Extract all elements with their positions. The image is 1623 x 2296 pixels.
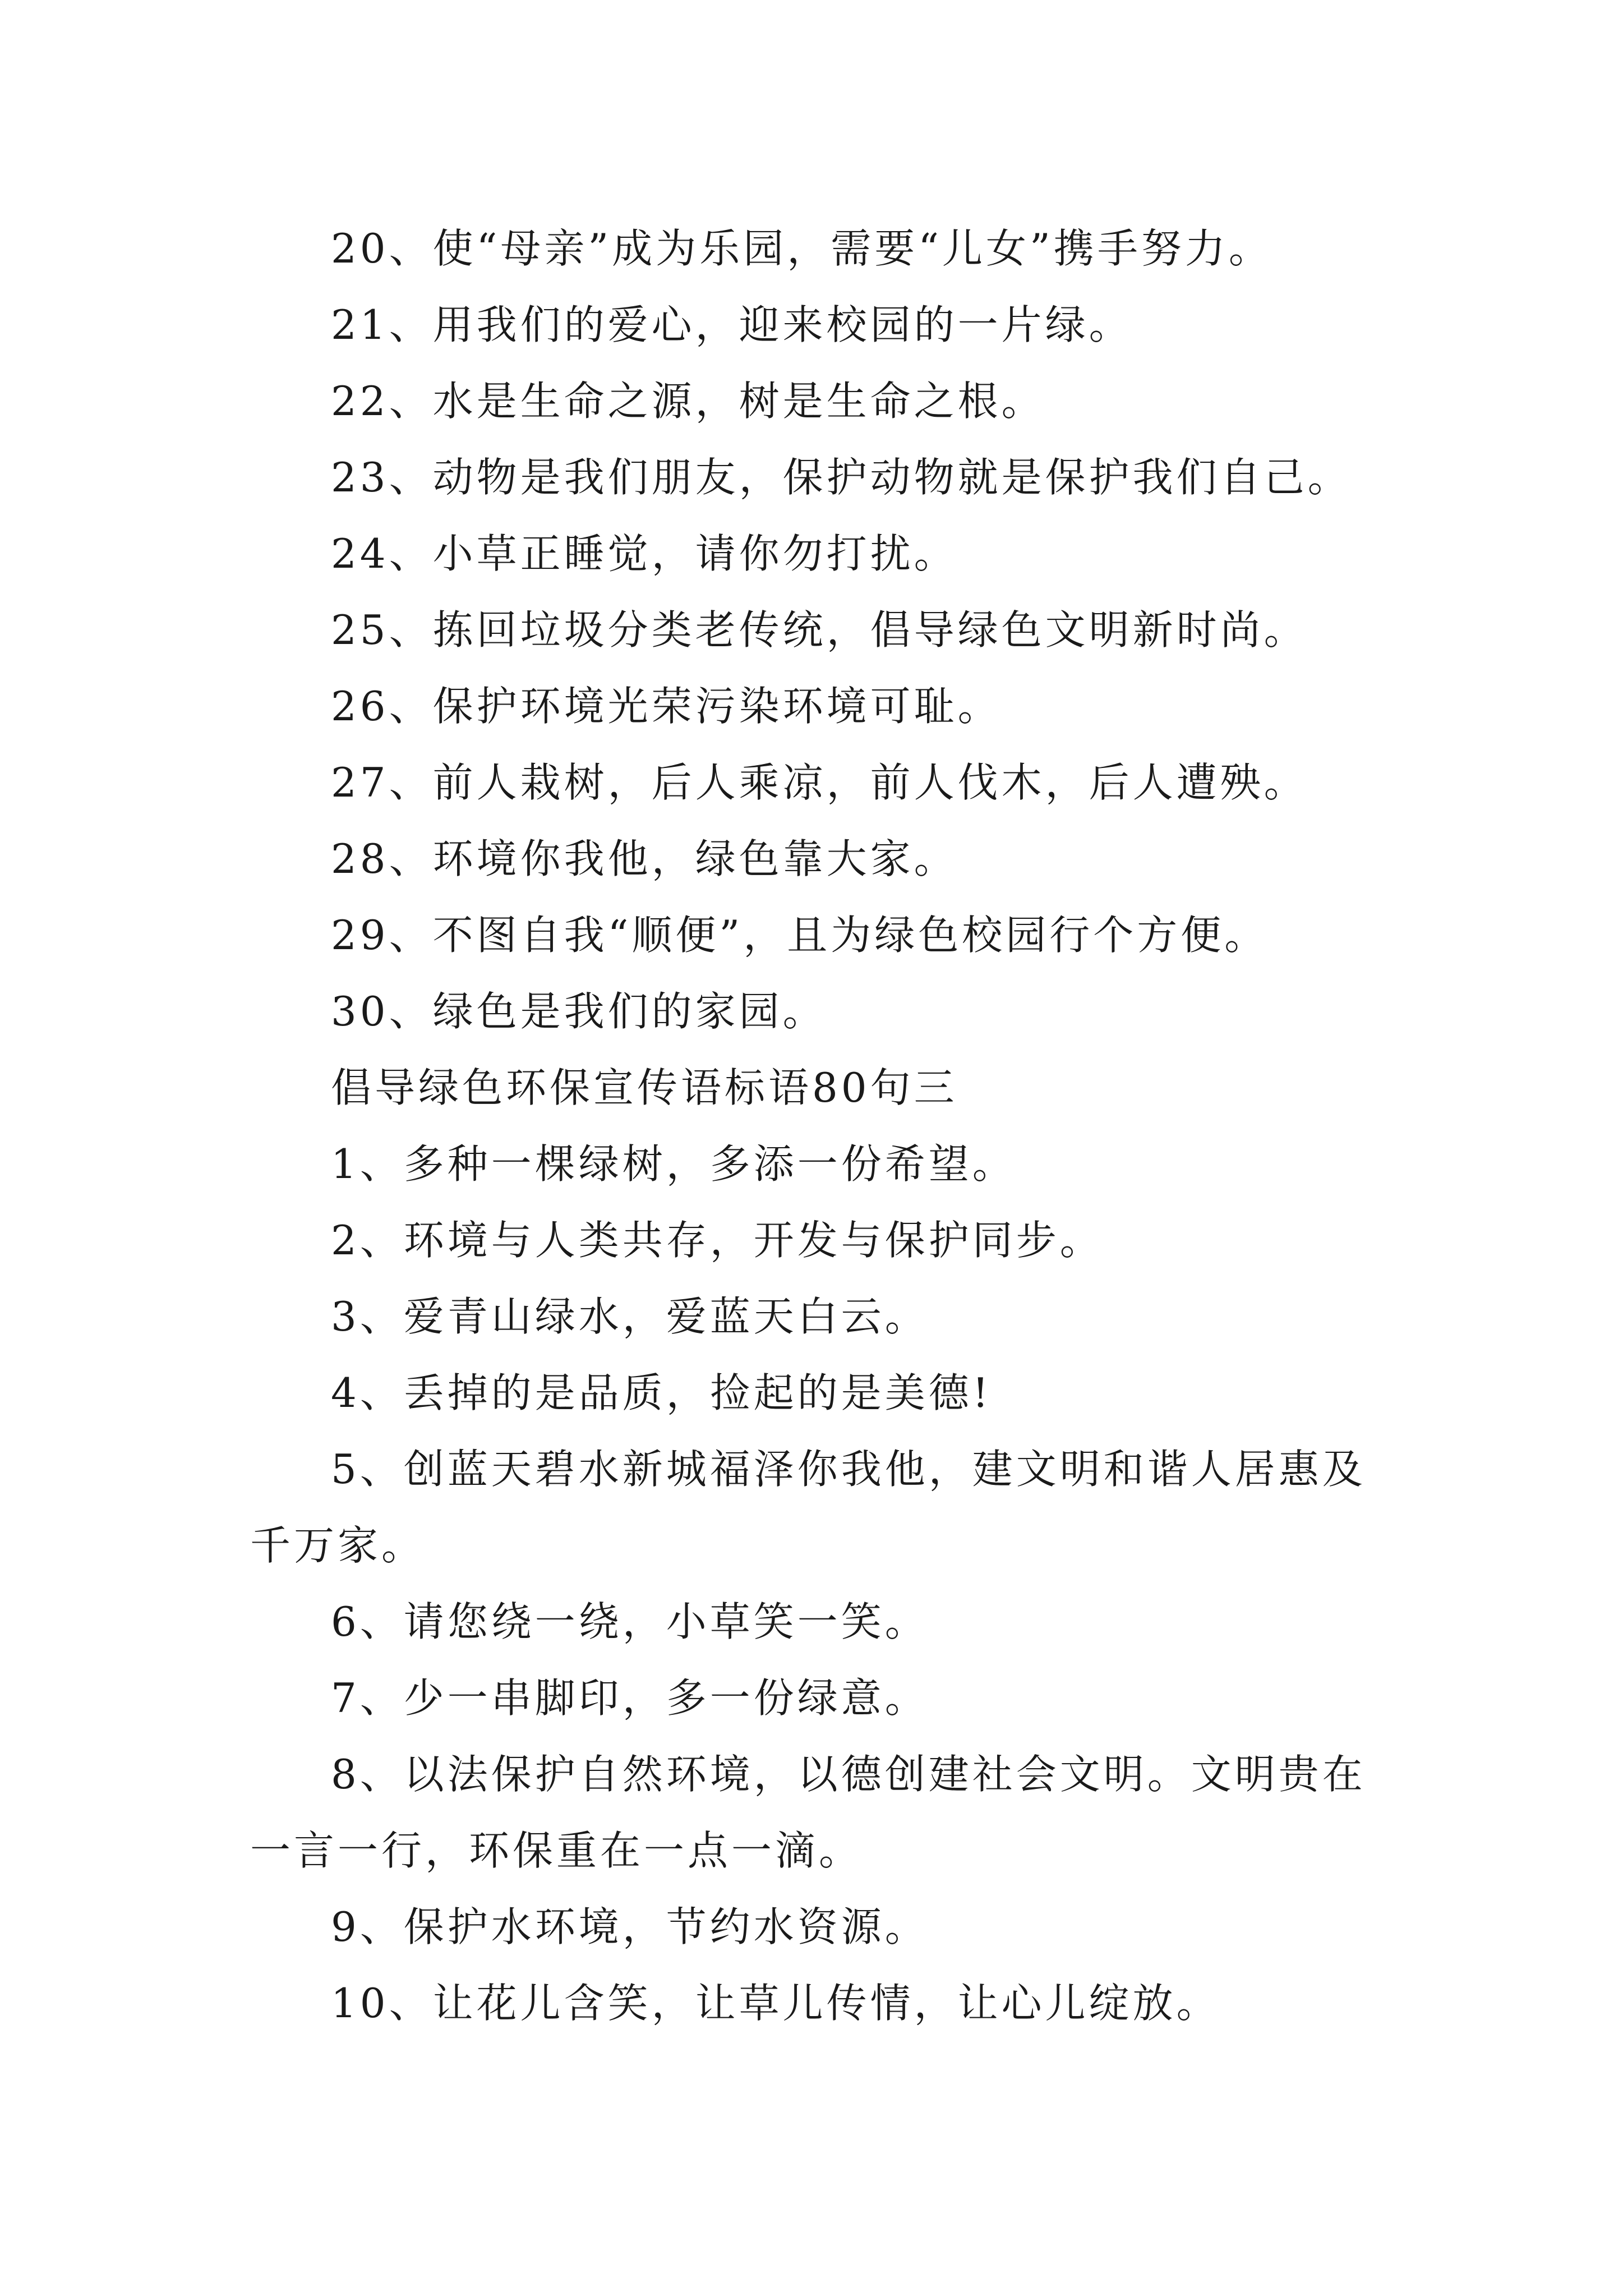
- slogan-line-2: 2、环境与人类共存，开发与保护同步。: [331, 1217, 1104, 1264]
- slogan-line-6: 6、请您绕一绕，小草笑一笑。: [331, 1598, 929, 1645]
- slogan-line-21: 21、用我们的爱心，迎来校园的一片绿。: [331, 301, 1133, 348]
- document-body: [250, 210, 1383, 2041]
- slogan-line-20: 20、使“母亲”成为乐园，需要“儿女”携手努力。: [331, 225, 1272, 272]
- slogan-line-27: 27、前人栽树，后人乘凉，前人伐木，后人遭殃。: [331, 759, 1308, 806]
- slogan-line-10: 10、让花儿含笑，让草儿传情，让心儿绽放。: [331, 1980, 1220, 2027]
- slogan-line-23: 23、动物是我们朋友，保护动物就是保护我们自己。: [331, 454, 1352, 501]
- slogan-line-1: 1、多种一棵绿树，多添一份希望。: [331, 1140, 1016, 1188]
- slogan-line-29: 29、不图自我“顺便”，且为绿色校园行个方便。: [331, 912, 1269, 959]
- slogan-line-24: 24、小草正睡觉，请你勿打扰。: [331, 530, 958, 577]
- slogan-line-7: 7、少一串脚印，多一份绿意。: [331, 1674, 929, 1722]
- slogan-line-5: 5、创蓝天碧水新城福泽你我他，建文明和谐人居惠及千万家。: [250, 1446, 1366, 1569]
- slogan-line-3: 3、爱青山绿水，爱蓝天白云。: [331, 1293, 929, 1340]
- slogan-line-8: 8、以法保护自然环境，以德创建社会文明。文明贵在一言一行，环保重在一点一滴。: [250, 1751, 1366, 1874]
- slogan-line-4: 4、丢掉的是品质，捡起的是美德!: [331, 1369, 992, 1416]
- slogan-line-26: 26、保护环境光荣污染环境可耻。: [331, 683, 1002, 730]
- slogan-line-9: 9、保护水环境，节约水资源。: [331, 1903, 929, 1950]
- section-heading: 倡导绿色环保宣传语标语80句三: [331, 1064, 958, 1111]
- slogan-line-30: 30、绿色是我们的家园。: [331, 988, 827, 1035]
- slogan-line-28: 28、环境你我他，绿色靠大家。: [331, 835, 958, 882]
- slogan-line-25: 25、拣回垃圾分类老传统，倡导绿色文明新时尚。: [331, 606, 1308, 654]
- slogan-line-22: 22、水是生命之源，树是生命之根。: [331, 378, 1045, 425]
